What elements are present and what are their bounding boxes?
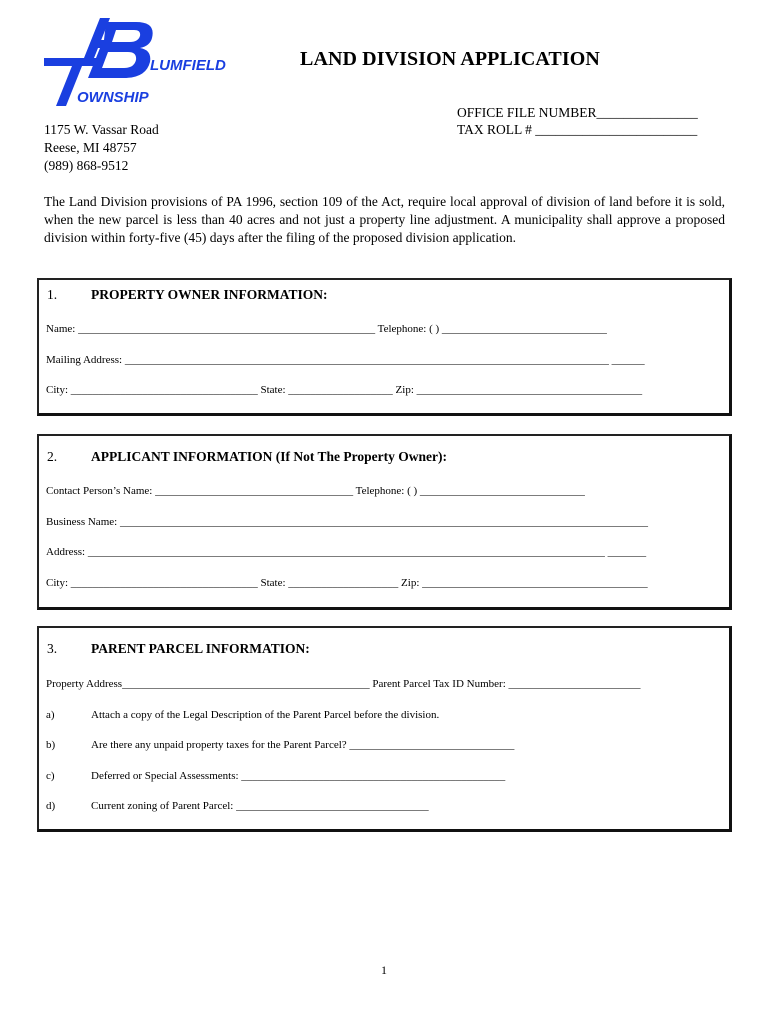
address-city: Reese, MI 48757: [44, 140, 137, 155]
section-heading: APPLICANT INFORMATION (If Not The Property Owner):: [91, 449, 447, 464]
section-heading: PARENT PARCEL INFORMATION:: [91, 641, 310, 656]
section-number: 2.: [47, 449, 58, 464]
logo-text-bottom: OWNSHIP: [77, 89, 149, 106]
owner-city-state-zip-field[interactable]: City: __________________________________ State: ___________________ Zip: _________________________________________: [46, 384, 643, 396]
office-file-number: OFFICE FILE NUMBER_______________: [457, 105, 698, 120]
township-logo: [44, 18, 234, 106]
section-heading: PROPERTY OWNER INFORMATION:: [91, 287, 328, 302]
special-assessments-field[interactable]: Deferred or Special Assessments: ________________________________________________: [91, 770, 506, 782]
item-label: a): [46, 709, 55, 721]
page-number: 1: [381, 963, 387, 977]
applicant-address-field[interactable]: Address: ______________________________________________________________________________________________ _______: [46, 546, 647, 558]
unpaid-taxes-field[interactable]: Are there any unpaid property taxes for the Parent Parcel? ______________________________: [91, 739, 515, 751]
applicant-section: [37, 434, 732, 610]
applicant-city-state-zip-field[interactable]: City: __________________________________ State: ____________________ Zip: _________________________________________: [46, 577, 648, 589]
property-address-field[interactable]: Property Address_____________________________________________ Parent Parcel Tax ID Number: ________________________: [46, 678, 641, 690]
item-label: d): [46, 800, 56, 812]
section-number: 1.: [47, 287, 58, 302]
township-address: [44, 121, 159, 175]
page-title: LAND DIVISION APPLICATION: [300, 48, 600, 70]
current-zoning-field[interactable]: Current zoning of Parent Parcel: ___________________________________: [91, 800, 429, 812]
intro-paragraph: The Land Division provisions of PA 1996, section 109 of the Act, require local approval of division of land before it is sold, when the new parcel is less than 40 acres and not just a property line adjustment. A municipality shall approve a proposed division within forty-five (45) days after the filing of the proposed division application.: [44, 194, 725, 245]
logo-text-top: LUMFIELD: [150, 57, 226, 74]
office-use-block: [457, 104, 698, 138]
business-name-field[interactable]: Business Name: ________________________________________________________________________________________________: [46, 516, 648, 528]
contact-person-field[interactable]: Contact Person’s Name: ____________________________________ Telephone: ( ) ______________________________: [46, 485, 585, 497]
logo-graphic: [44, 18, 234, 106]
item-label: b): [46, 739, 56, 751]
owner-mailing-address-field[interactable]: Mailing Address: ________________________________________________________________________________________ ______: [46, 354, 645, 366]
address-street: 1175 W. Vassar Road: [44, 122, 159, 137]
parent-parcel-section: [37, 626, 732, 832]
legal-description-instruction: Attach a copy of the Legal Description of the Parent Parcel before the division.: [91, 709, 440, 721]
property-owner-section: [37, 278, 732, 416]
address-phone: (989) 868-9512: [44, 158, 129, 173]
owner-name-field[interactable]: Name: ______________________________________________________ Telephone: ( ) ______________________________: [46, 323, 607, 335]
item-label: c): [46, 770, 55, 782]
tax-roll-number: TAX ROLL # ________________________: [457, 122, 698, 137]
section-number: 3.: [47, 641, 58, 656]
